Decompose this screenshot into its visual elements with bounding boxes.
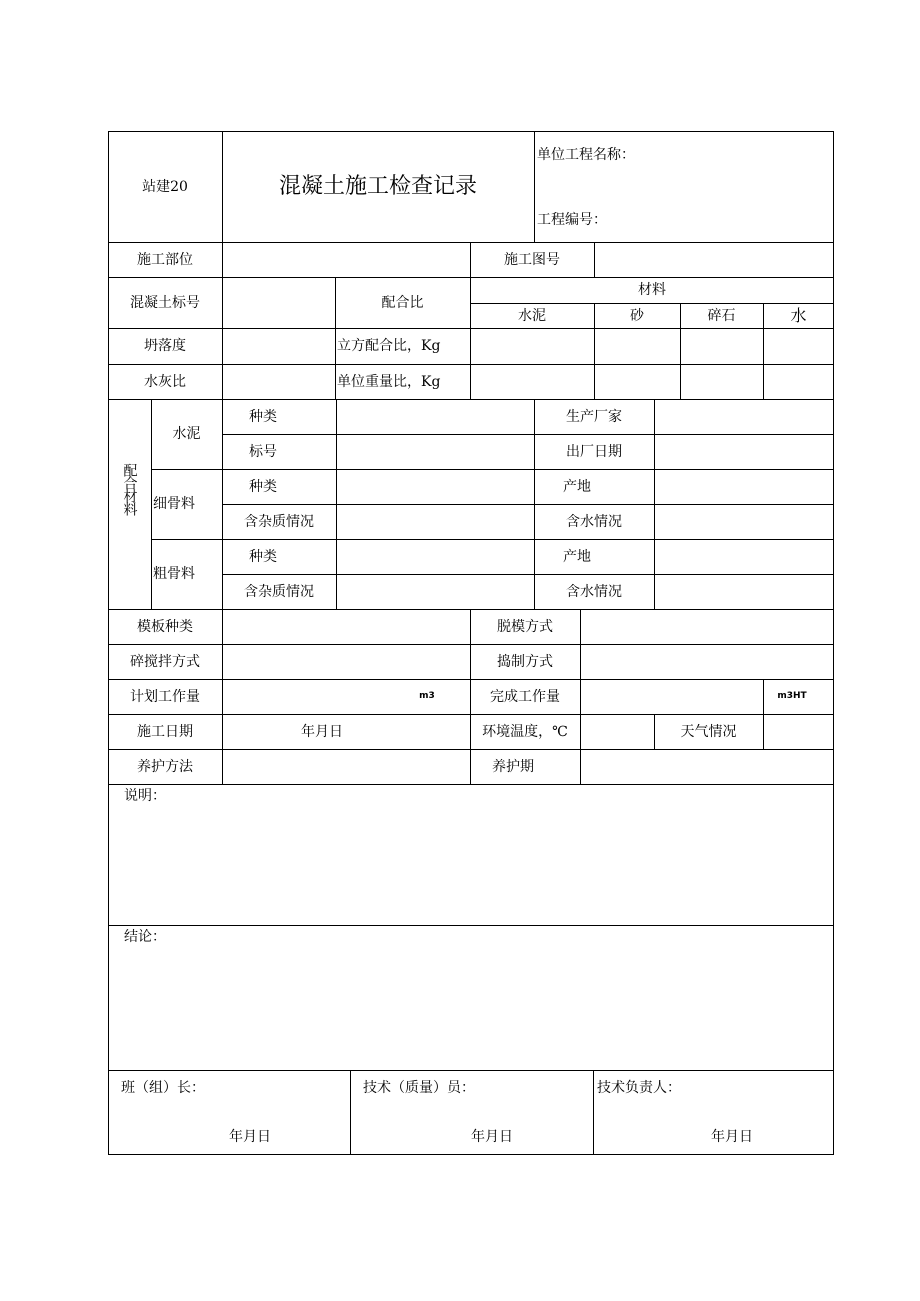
inspector-signature-label: 技术（质量）员： <box>363 1080 475 1096</box>
mix-materials-section-label: 配合材料 <box>121 463 138 515</box>
coarse-kind-label: 种类 <box>249 548 277 565</box>
factory-date-label: 出厂日期 <box>566 443 622 460</box>
construction-date-label: 施工日期 <box>137 723 193 740</box>
coarse-aggregate-label: 粗骨料 <box>153 566 195 582</box>
cement-kind-label: 种类 <box>249 408 277 425</box>
completed-unit: m3HT <box>777 691 807 701</box>
coarse-moisture-label: 含水情况 <box>566 583 622 600</box>
construction-part-label: 施工部位 <box>137 251 193 268</box>
cement-grade-label: 标号 <box>249 443 277 460</box>
cement-column-header: 水泥 <box>518 307 546 324</box>
sand-column-header: 砂 <box>630 307 644 324</box>
ambient-temp-label: 环境温度，℃ <box>482 723 568 740</box>
project-name-label: 单位工程名称： <box>537 147 635 163</box>
drawing-no-label: 施工图号 <box>504 251 560 268</box>
cubic-mix-label: 立方配合比，Kg <box>337 338 441 354</box>
construction-date-value: 年月日 <box>301 723 343 740</box>
fine-moisture-label: 含水情况 <box>566 513 622 530</box>
team-leader-signature-label: 班（组）长： <box>121 1080 205 1096</box>
gravel-column-header: 碎石 <box>707 307 736 324</box>
project-no-label: 工程编号： <box>537 212 607 228</box>
fine-aggregate-label: 细骨料 <box>153 496 195 512</box>
conclusion-label: 结论： <box>124 929 166 945</box>
mixing-method-label: 碎搅拌方式 <box>130 653 200 670</box>
slump-label: 坍落度 <box>144 338 186 354</box>
materials-header: 材料 <box>638 282 666 298</box>
tamping-label: 捣制方式 <box>497 653 553 670</box>
cement-group-label: 水泥 <box>172 426 201 442</box>
wc-ratio-label: 水灰比 <box>144 373 186 390</box>
fine-kind-label: 种类 <box>249 478 277 495</box>
mix-ratio-label: 配合比 <box>381 294 424 311</box>
planned-unit: m3 <box>419 691 435 701</box>
unit-weight-label: 单位重量比，Kg <box>337 373 441 390</box>
demould-label: 脱模方式 <box>497 618 553 635</box>
page-title: 混凝土施工检查记录 <box>278 173 477 199</box>
coarse-origin-label: 产地 <box>563 548 591 565</box>
form-code: 站建20 <box>142 178 188 195</box>
weather-label: 天气情况 <box>680 723 737 740</box>
fine-origin-label: 产地 <box>563 478 591 495</box>
explanation-label: 说明： <box>124 788 166 804</box>
tech-lead-signature-label: 技术负责人： <box>597 1080 681 1096</box>
concrete-grade-label: 混凝土标号 <box>130 294 200 311</box>
tech-lead-sign-date: 年月日 <box>711 1129 753 1145</box>
formwork-label: 模板种类 <box>137 618 193 635</box>
planned-volume-label: 计划工作量 <box>130 688 200 705</box>
completed-volume-label: 完成工作量 <box>490 688 560 705</box>
water-column-header: 水 <box>790 305 807 325</box>
curing-period-label: 养护期 <box>492 758 534 775</box>
manufacturer-label: 生产厂家 <box>566 408 622 425</box>
coarse-impurity-label: 含杂质情况 <box>244 583 314 600</box>
inspector-sign-date: 年月日 <box>471 1129 513 1145</box>
curing-method-label: 养护方法 <box>137 758 193 775</box>
fine-impurity-label: 含杂质情况 <box>244 513 314 530</box>
leader-sign-date: 年月日 <box>229 1129 271 1145</box>
